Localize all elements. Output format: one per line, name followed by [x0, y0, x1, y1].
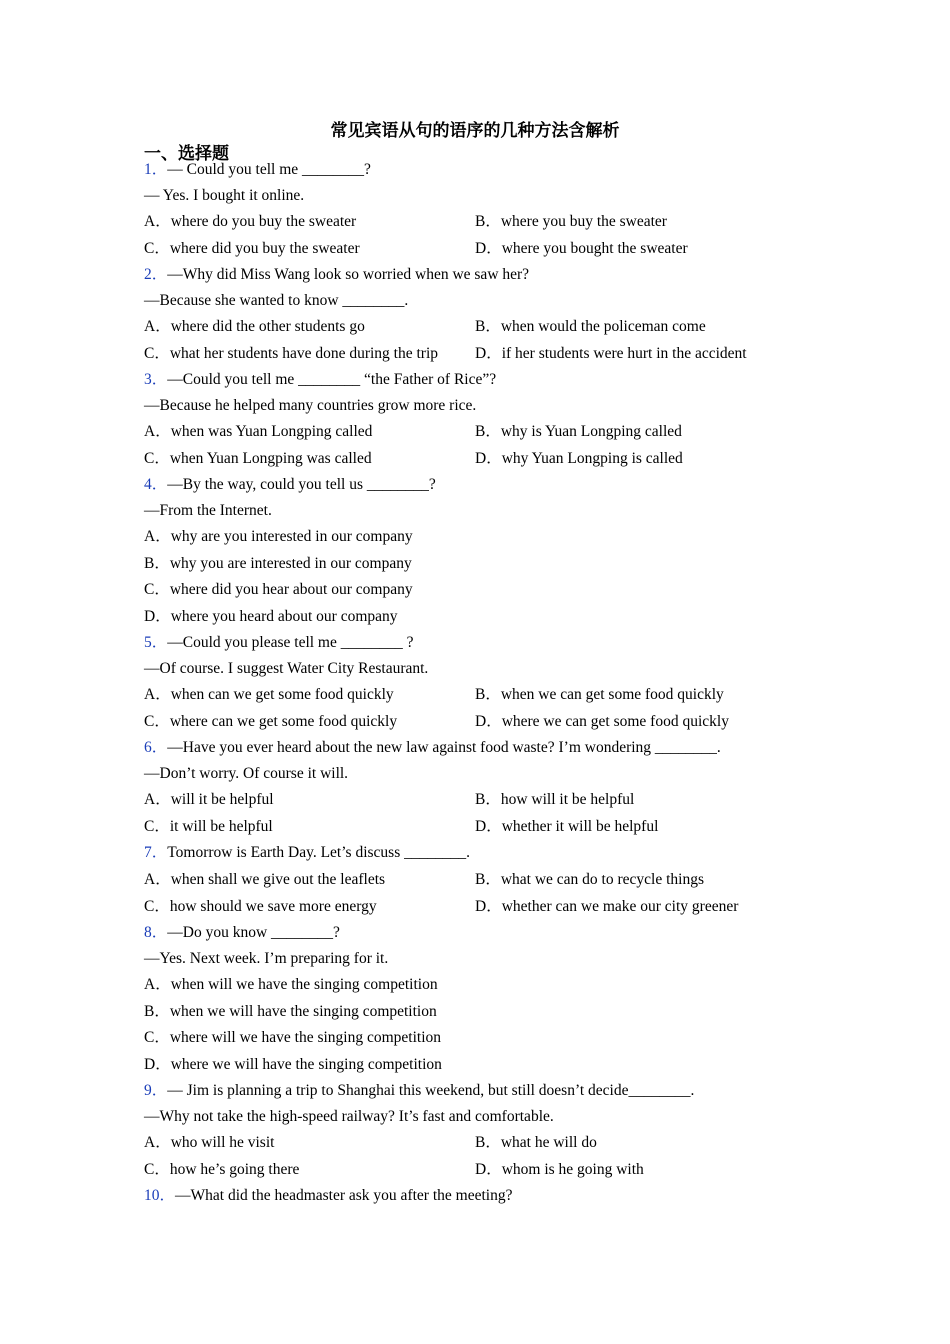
- question-1-option-c: C．where did you buy the sweater: [144, 240, 360, 257]
- question-3-stem: [144, 370, 496, 390]
- question-2-stem: [144, 265, 529, 285]
- question-text: —Could you tell me ________ “the Father of Rice”?: [167, 371, 497, 388]
- question-8-option-c: C．where will we have the singing competition: [144, 1029, 442, 1046]
- question-9-stem: [144, 1081, 694, 1101]
- question-1-option-a: A．where do you buy the sweater: [144, 213, 357, 230]
- question-7-option-a: A．when shall we give out the leaflets: [144, 871, 386, 888]
- question-1-stem: [144, 160, 371, 180]
- section-heading: 一、选择题: [144, 144, 229, 164]
- question-number: 2．: [144, 266, 168, 283]
- question-2-option-d: D．if her students were hurt in the accident: [475, 345, 747, 362]
- question-4-option-a: A．why are you interested in our company: [144, 528, 413, 545]
- question-6-option-a: A．will it be helpful: [144, 791, 274, 808]
- question-6-option-b: B．how will it be helpful: [475, 791, 635, 808]
- question-9-option-d: D．whom is he going with: [475, 1161, 644, 1178]
- question-1-reply: — Yes. I bought it online.: [144, 187, 305, 204]
- question-4-option-c: C．where did you hear about our company: [144, 581, 413, 598]
- question-8-option-a: A．when will we have the singing competition: [144, 976, 438, 993]
- question-6-option-d: D．whether it will be helpful: [475, 818, 659, 835]
- question-text: —Do you know ________?: [167, 924, 340, 941]
- question-6-stem: [144, 738, 721, 758]
- question-number: 6．: [144, 739, 168, 756]
- question-3-option-a: A．when was Yuan Longping called: [144, 423, 373, 440]
- question-3-option-c: C．when Yuan Longping was called: [144, 450, 372, 467]
- question-number: 3．: [144, 371, 168, 388]
- question-1-option-d: D．where you bought the sweater: [475, 240, 688, 257]
- question-5-stem: [144, 633, 414, 653]
- question-text: —Why did Miss Wang look so worried when we saw her?: [167, 266, 530, 283]
- question-6-reply: —Don’t worry. Of course it will.: [144, 765, 349, 782]
- question-number: 10．: [144, 1187, 176, 1204]
- question-4-reply: —From the Internet.: [144, 502, 272, 519]
- question-number: 4．: [144, 476, 168, 493]
- question-7-option-c: C．how should we save more energy: [144, 898, 377, 915]
- question-3-option-b: B．why is Yuan Longping called: [475, 423, 682, 440]
- question-2-option-a: A．where did the other students go: [144, 318, 365, 335]
- question-text: —Have you ever heard about the new law against food waste? I’m wondering ________.: [167, 739, 721, 756]
- question-8-option-d: D．where we will have the singing competition: [144, 1056, 442, 1073]
- page-title: 常见宾语从句的语序的几种方法含解析: [330, 121, 620, 141]
- question-6-option-c: C．it will be helpful: [144, 818, 273, 835]
- question-number: 5．: [144, 634, 168, 651]
- question-4-option-b: B．why you are interested in our company: [144, 555, 412, 572]
- question-number: 1．: [144, 161, 168, 178]
- question-number: 9．: [144, 1082, 168, 1099]
- question-text: —By the way, could you tell us ________?: [167, 476, 436, 493]
- question-2-reply: —Because she wanted to know ________.: [144, 292, 409, 309]
- question-text: — Could you tell me ________?: [167, 161, 371, 178]
- question-2-option-b: B．when would the policeman come: [475, 318, 706, 335]
- question-8-reply: —Yes. Next week. I’m preparing for it.: [144, 950, 389, 967]
- question-number: 7．: [144, 844, 168, 861]
- question-9-option-b: B．what he will do: [475, 1134, 597, 1151]
- question-9-option-c: C．how he’s going there: [144, 1161, 300, 1178]
- question-4-stem: [144, 475, 436, 495]
- question-10-stem: [144, 1186, 512, 1206]
- question-5-option-d: D．where we can get some food quickly: [475, 713, 729, 730]
- question-9-option-a: A．who will he visit: [144, 1134, 275, 1151]
- question-8-stem: [144, 923, 340, 943]
- question-3-option-d: D．why Yuan Longping is called: [475, 450, 683, 467]
- question-8-option-b: B．when we will have the singing competition: [144, 1003, 437, 1020]
- question-3-reply: —Because he helped many countries grow more rice.: [144, 397, 477, 414]
- question-text: —Could you please tell me ________ ?: [167, 634, 414, 651]
- question-9-reply: —Why not take the high-speed railway? It’s fast and comfortable.: [144, 1108, 554, 1125]
- question-text: Tomorrow is Earth Day. Let’s discuss ________.: [167, 844, 470, 861]
- question-7-stem: [144, 843, 470, 863]
- question-5-option-a: A．when can we get some food quickly: [144, 686, 394, 703]
- question-5-reply: —Of course. I suggest Water City Restaurant.: [144, 660, 429, 677]
- question-2-option-c: C．what her students have done during the trip: [144, 345, 439, 362]
- question-text: —What did the headmaster ask you after the meeting?: [175, 1187, 513, 1204]
- question-1-option-b: B．where you buy the sweater: [475, 213, 667, 230]
- question-4-option-d: D．where you heard about our company: [144, 608, 398, 625]
- question-5-option-c: C．where can we get some food quickly: [144, 713, 398, 730]
- question-5-option-b: B．when we can get some food quickly: [475, 686, 724, 703]
- question-number: 8．: [144, 924, 168, 941]
- question-7-option-d: D．whether can we make our city greener: [475, 898, 739, 915]
- question-7-option-b: B．what we can do to recycle things: [475, 871, 704, 888]
- question-text: — Jim is planning a trip to Shanghai this weekend, but still doesn’t decide________.: [167, 1082, 695, 1099]
